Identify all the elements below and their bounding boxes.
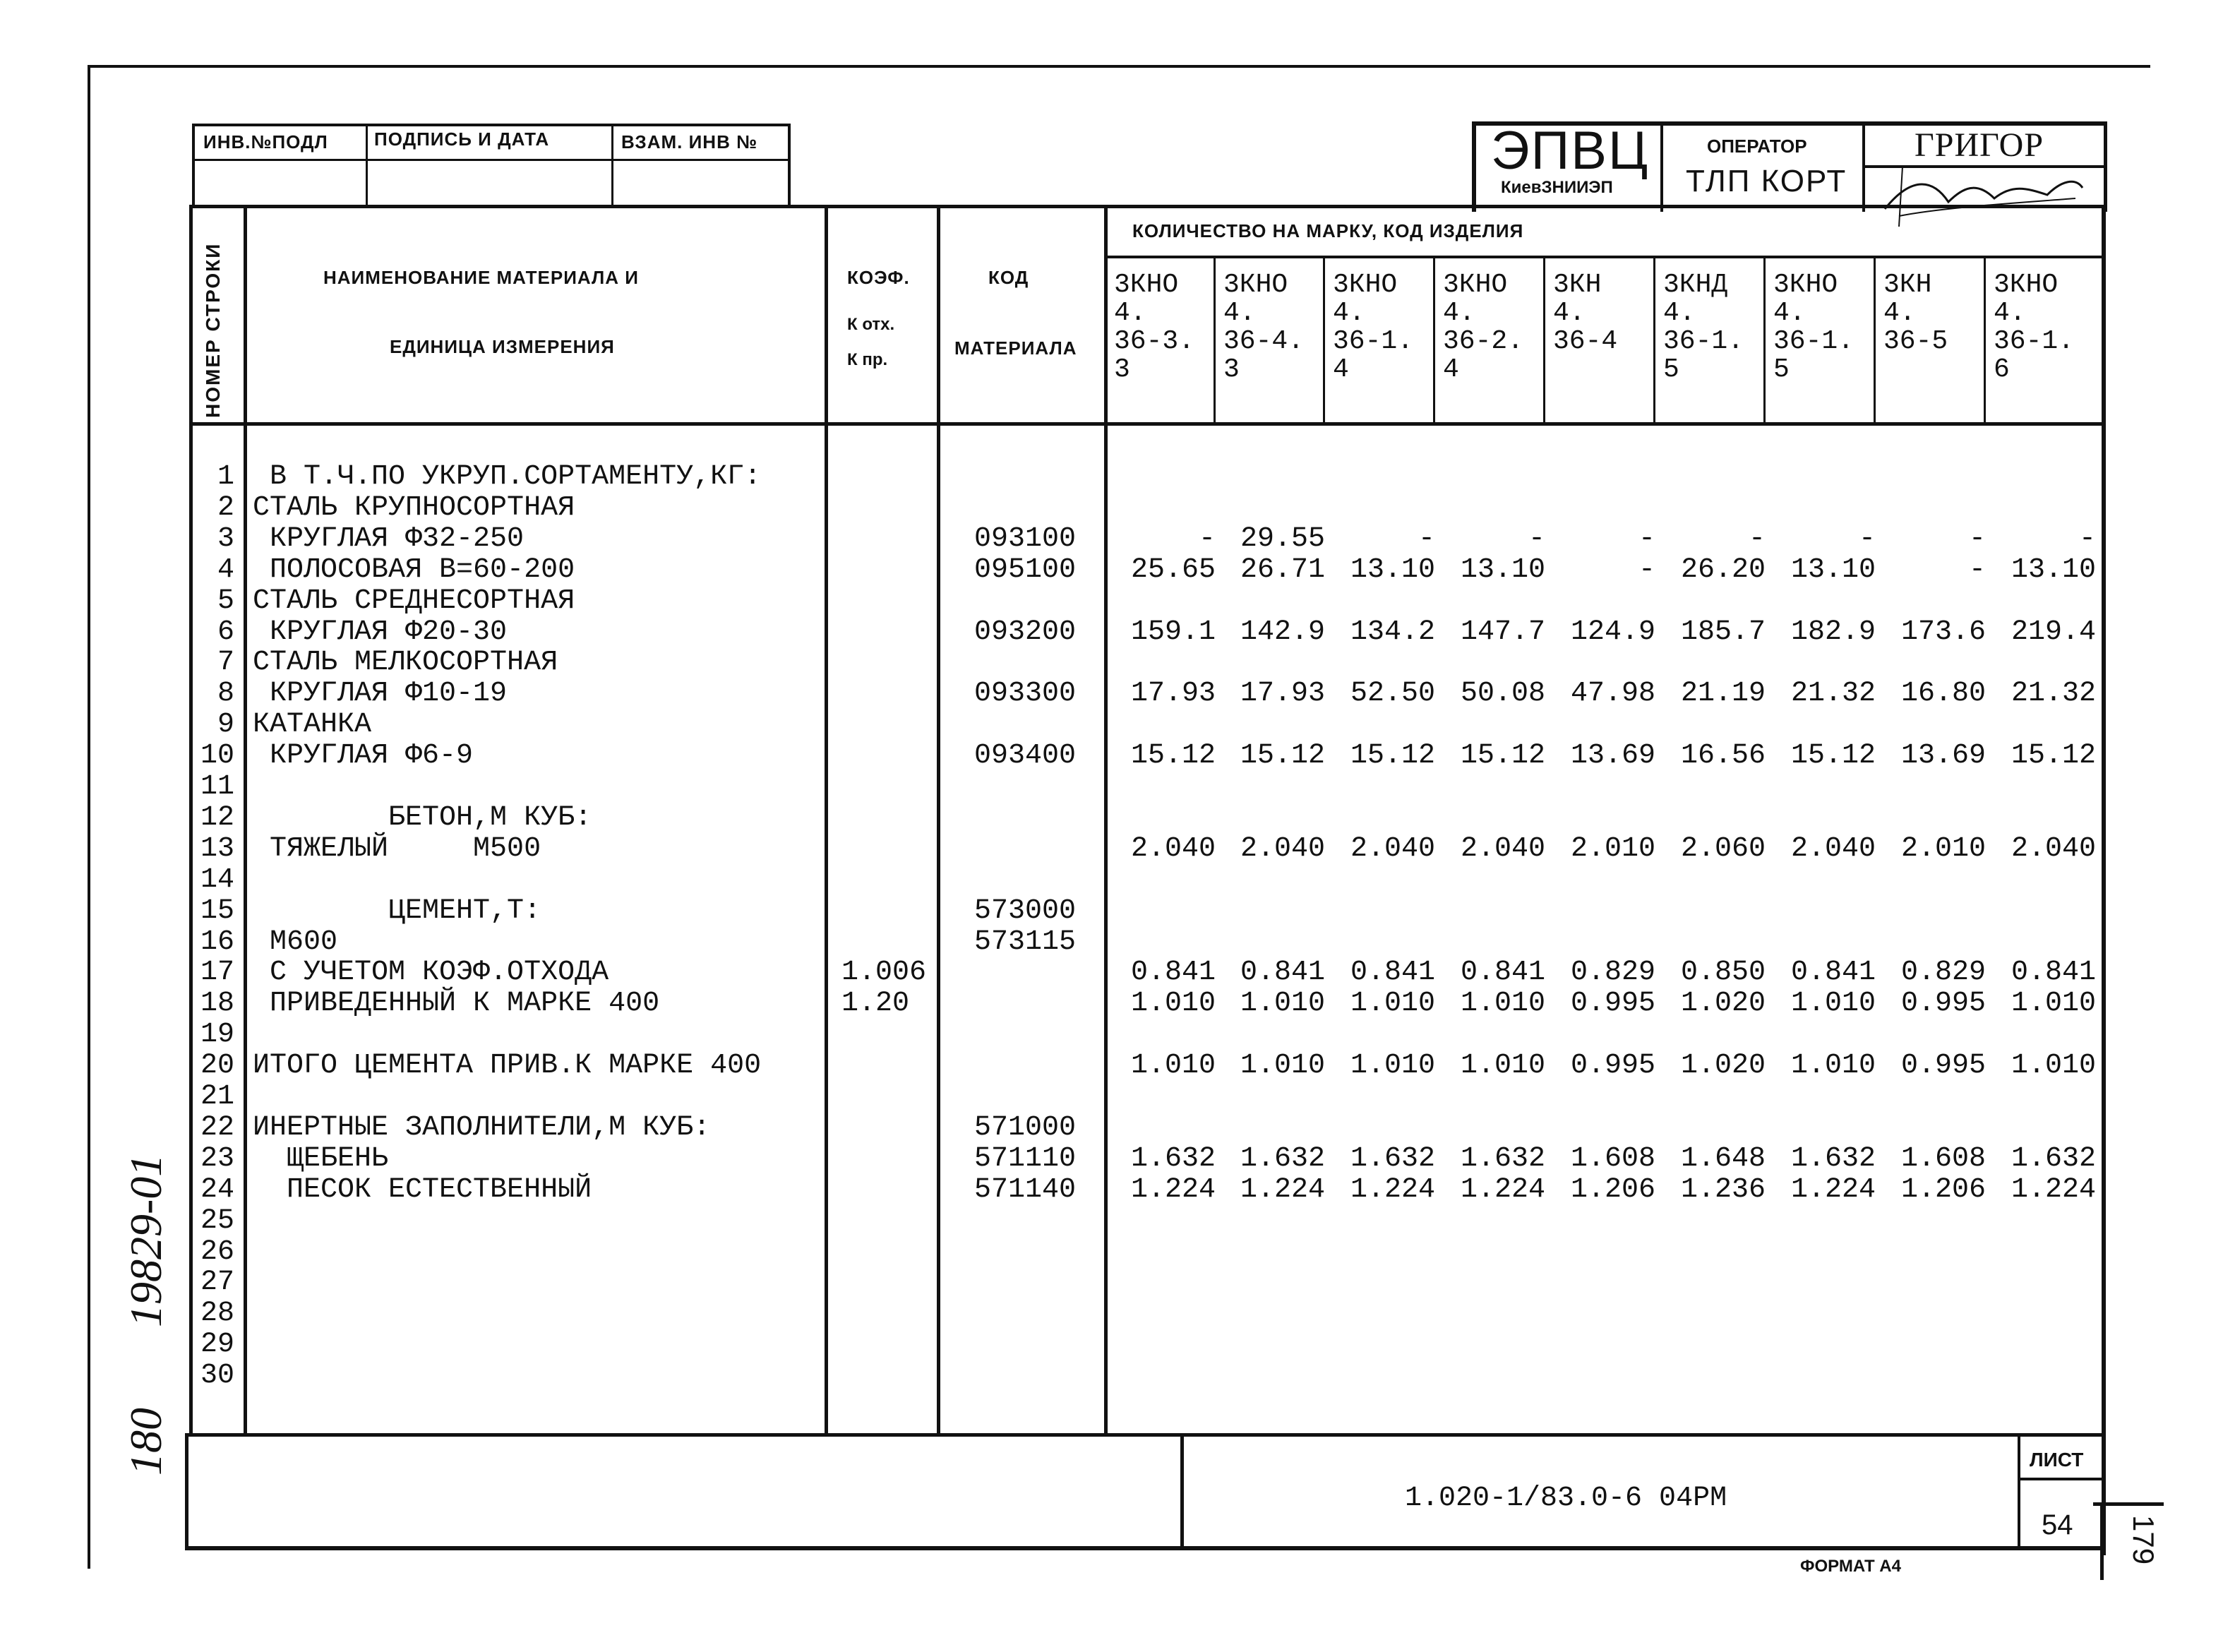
quantity-value: 1.224: [1350, 1174, 1435, 1206]
row-number: 20: [200, 1050, 234, 1082]
quantity-value: 1.010: [2011, 988, 2096, 1019]
quantity-value: 1.648: [1680, 1143, 1766, 1175]
quantity-value: 13.69: [1570, 740, 1655, 772]
quantity-value: 1.224: [2011, 1174, 2096, 1206]
quantity-value: 15.12: [1350, 740, 1435, 772]
quantity-value: 1.608: [1900, 1143, 1986, 1175]
row-number: 19: [200, 1019, 234, 1051]
quantity-value: 1.632: [1130, 1143, 1216, 1175]
quantity-value: 15.12: [2011, 740, 2096, 772]
quantity-value: 25.65: [1130, 554, 1216, 586]
quantity-value: 21.32: [1790, 678, 1876, 710]
quantity-value: -: [1638, 523, 1655, 555]
quantity-value: 1.010: [1240, 1050, 1325, 1082]
row-number: 4: [217, 554, 234, 586]
material-code: 571110: [974, 1143, 1077, 1175]
quantity-value: -: [1748, 523, 1766, 555]
row-number: 16: [200, 926, 234, 958]
quantity-value: 13.10: [2011, 554, 2096, 586]
quantity-value: 2.040: [1350, 833, 1435, 865]
side-number-left: 180: [121, 1408, 171, 1476]
quantity-value: 185.7: [1680, 616, 1766, 648]
row-number: 12: [200, 802, 234, 834]
material-name: ИТОГО ЦЕМЕНТА ПРИВ.К МАРКЕ 400: [253, 1050, 762, 1082]
material-name: ПОЛОСОВАЯ В=60-200: [253, 554, 575, 586]
row-number: 25: [200, 1205, 234, 1237]
coefficient: 1.20: [841, 988, 910, 1019]
quantity-value: 15.12: [1460, 740, 1545, 772]
archive-number: 19829-01: [121, 1154, 171, 1327]
name-value: ГРИГОР: [1915, 126, 2044, 164]
quantity-value: 0.850: [1680, 957, 1766, 988]
product-code: 3КНО 4. 36-3. 3: [1114, 270, 1195, 385]
coef-header-line1: КОЭФ.: [847, 267, 910, 288]
code-header-line1: КОД: [988, 267, 1029, 288]
quantity-value: 2.040: [1790, 833, 1876, 865]
row-number: 9: [217, 709, 234, 741]
row-number: 28: [200, 1298, 234, 1329]
quantity-value: 15.12: [1130, 740, 1216, 772]
quantity-value: 1.010: [1790, 1050, 1876, 1082]
quantity-value: 0.829: [1570, 957, 1655, 988]
quantity-value: 0.829: [1900, 957, 1986, 988]
product-code: 3КНО 4. 36-1. 5: [1773, 270, 1854, 385]
material-name: ИНЕРТНЫЕ ЗАПОЛНИТЕЛИ,М КУБ:: [253, 1112, 711, 1144]
quantity-value: 159.1: [1130, 616, 1216, 648]
quantity-value: 13.10: [1350, 554, 1435, 586]
quantity-value: 1.010: [1460, 1050, 1545, 1082]
material-code: 573115: [974, 926, 1077, 958]
quantity-value: 1.206: [1900, 1174, 1986, 1206]
quantity-value: 0.841: [1130, 957, 1216, 988]
material-name: С УЧЕТОМ КОЭФ.ОТХОДА: [253, 957, 609, 988]
material-name: М600: [253, 926, 338, 958]
code-header-line2: МАТЕРИАЛА: [954, 337, 1077, 359]
product-code: 3КНО 4. 36-1. 6: [1994, 270, 2075, 385]
quantity-value: 2.060: [1680, 833, 1766, 865]
quantity-value: 0.841: [1460, 957, 1545, 988]
quantity-value: 50.08: [1460, 678, 1545, 710]
material-name: ЦЕМЕНТ,Т:: [253, 895, 541, 927]
quantity-value: 0.995: [1570, 1050, 1655, 1082]
quantity-value: 52.50: [1350, 678, 1435, 710]
quantity-value: 1.224: [1790, 1174, 1876, 1206]
row-number-header: НОМЕР СТРОКИ: [202, 242, 224, 418]
sheet-number: 54: [2042, 1509, 2073, 1540]
document-code: 1.020-1/83.0-6 04РМ: [1405, 1483, 1727, 1514]
quantity-value: 47.98: [1570, 678, 1655, 710]
material-code: 093300: [974, 678, 1077, 710]
quantity-value: 0.995: [1570, 988, 1655, 1019]
quantity-value: -: [1638, 554, 1655, 586]
signature-mark: [1871, 160, 2097, 237]
quantity-value: 1.206: [1570, 1174, 1655, 1206]
row-number: 11: [200, 771, 234, 803]
material-name: СТАЛЬ КРУПНОСОРТНАЯ: [253, 492, 575, 524]
operator-value: ТЛП КОРТ: [1686, 164, 1847, 198]
row-number: 8: [217, 678, 234, 710]
quantity-value: 1.632: [1790, 1143, 1876, 1175]
quantity-value: 1.224: [1240, 1174, 1325, 1206]
quantity-value: 1.020: [1680, 988, 1766, 1019]
material-name: ПРИВЕДЕННЫЙ К МАРКЕ 400: [253, 988, 660, 1019]
quantity-value: -: [1858, 523, 1876, 555]
quantity-value: 2.040: [2011, 833, 2096, 865]
quantity-header: КОЛИЧЕСТВО НА МАРКУ, КОД ИЗДЕЛИЯ: [1132, 220, 1524, 241]
quantity-value: 147.7: [1460, 616, 1545, 648]
material-name: КАТАНКА: [253, 709, 372, 741]
quantity-value: 142.9: [1240, 616, 1325, 648]
quantity-value: 16.80: [1900, 678, 1986, 710]
coef-header-line2: К отх.: [847, 315, 895, 334]
quantity-value: 0.995: [1900, 988, 1986, 1019]
quantity-value: -: [1528, 523, 1545, 555]
quantity-value: 13.10: [1790, 554, 1876, 586]
row-number: 27: [200, 1267, 234, 1298]
material-code: 093100: [974, 523, 1077, 555]
quantity-value: -: [1418, 523, 1435, 555]
product-code: 3КН 4. 36-5: [1883, 270, 1948, 357]
material-code: 571000: [974, 1112, 1077, 1144]
product-code: 3КНД 4. 36-1. 5: [1663, 270, 1744, 385]
quantity-value: 17.93: [1130, 678, 1216, 710]
material-code: 095100: [974, 554, 1077, 586]
quantity-value: 1.010: [1240, 988, 1325, 1019]
quantity-value: 17.93: [1240, 678, 1325, 710]
row-number: 13: [200, 833, 234, 865]
quantity-value: 2.040: [1130, 833, 1216, 865]
row-number: 22: [200, 1112, 234, 1144]
row-number: 23: [200, 1143, 234, 1175]
quantity-value: 1.010: [1460, 988, 1545, 1019]
row-number: 21: [200, 1081, 234, 1113]
quantity-value: 13.69: [1900, 740, 1986, 772]
inv-podl-label: ИНВ.№ПОДЛ: [203, 131, 328, 152]
material-name: КРУГЛАЯ Ф20-30: [253, 616, 508, 648]
row-number: 15: [200, 895, 234, 927]
operator-label: ОПЕРАТОР: [1707, 136, 1807, 157]
quantity-value: 1.632: [2011, 1143, 2096, 1175]
side-number-right: 179: [2127, 1515, 2160, 1565]
material-name-header-line1: НАИМЕНОВАНИЕ МАТЕРИАЛА И: [323, 267, 639, 288]
row-number: 5: [217, 585, 234, 617]
quantity-value: 21.32: [2011, 678, 2096, 710]
quantity-value: 219.4: [2011, 616, 2096, 648]
material-code: 093400: [974, 740, 1077, 772]
org-sub: КиевЗНИИЭП: [1501, 178, 1613, 197]
format-label: ФОРМАТ А4: [1800, 1557, 1901, 1576]
org-main: ЭПВЦ: [1491, 121, 1650, 181]
material-name: КРУГЛАЯ Ф10-19: [253, 678, 508, 710]
quantity-value: 2.040: [1240, 833, 1325, 865]
product-code: 3КНО 4. 36-2. 4: [1443, 270, 1524, 385]
quantity-value: 124.9: [1570, 616, 1655, 648]
quantity-value: 1.020: [1680, 1050, 1766, 1082]
quantity-value: 1.010: [1130, 1050, 1216, 1082]
quantity-value: 1.632: [1460, 1143, 1545, 1175]
product-code: 3КНО 4. 36-4. 3: [1223, 270, 1305, 385]
row-number: 2: [217, 492, 234, 524]
row-number: 24: [200, 1174, 234, 1206]
row-number: 10: [200, 740, 234, 772]
quantity-value: 2.010: [1570, 833, 1655, 865]
quantity-value: 173.6: [1900, 616, 1986, 648]
material-name: СТАЛЬ МЕЛКОСОРТНАЯ: [253, 647, 558, 678]
podpis-data-label: ПОДПИСЬ И ДАТА: [374, 128, 550, 150]
quantity-value: 0.841: [1240, 957, 1325, 988]
quantity-value: 1.010: [2011, 1050, 2096, 1082]
vzam-inv-label: ВЗАМ. ИНВ №: [621, 131, 758, 152]
row-number: 18: [200, 988, 234, 1019]
row-number: 26: [200, 1236, 234, 1268]
quantity-value: 134.2: [1350, 616, 1435, 648]
coef-header-line3: К пр.: [847, 350, 888, 369]
quantity-value: 16.56: [1680, 740, 1766, 772]
material-code: 571140: [974, 1174, 1077, 1206]
quantity-value: 13.10: [1460, 554, 1545, 586]
quantity-value: 26.71: [1240, 554, 1325, 586]
row-number: 1: [217, 461, 234, 493]
quantity-value: -: [1968, 554, 1986, 586]
quantity-value: 1.632: [1350, 1143, 1435, 1175]
quantity-value: -: [1198, 523, 1216, 555]
product-code: 3КНО 4. 36-1. 4: [1333, 270, 1414, 385]
quantity-value: 21.19: [1680, 678, 1766, 710]
quantity-value: 0.995: [1900, 1050, 1986, 1082]
quantity-value: 15.12: [1790, 740, 1876, 772]
material-code: 573000: [974, 895, 1077, 927]
material-name: ТЯЖЕЛЫЙ М500: [253, 833, 541, 865]
quantity-value: -: [1968, 523, 1986, 555]
row-number: 6: [217, 616, 234, 648]
quantity-value: -: [2078, 523, 2096, 555]
quantity-value: 1.010: [1350, 988, 1435, 1019]
material-name: КРУГЛАЯ Ф6-9: [253, 740, 474, 772]
material-name: ПЕСОК ЕСТЕСТВЕННЫЙ: [253, 1174, 592, 1206]
quantity-value: 0.841: [2011, 957, 2096, 988]
quantity-value: 182.9: [1790, 616, 1876, 648]
quantity-value: 1.224: [1130, 1174, 1216, 1206]
quantity-value: 2.010: [1900, 833, 1986, 865]
quantity-value: 1.010: [1130, 988, 1216, 1019]
material-name-header-line2: ЕДИНИЦА ИЗМЕРЕНИЯ: [390, 336, 615, 357]
row-number: 29: [200, 1329, 234, 1360]
quantity-value: 1.224: [1460, 1174, 1545, 1206]
quantity-value: 1.632: [1240, 1143, 1325, 1175]
material-name: СТАЛЬ СРЕДНЕСОРТНАЯ: [253, 585, 575, 617]
quantity-value: 26.20: [1680, 554, 1766, 586]
row-number: 7: [217, 647, 234, 678]
material-code: 093200: [974, 616, 1077, 648]
quantity-value: 15.12: [1240, 740, 1325, 772]
row-number: 3: [217, 523, 234, 555]
quantity-value: 1.236: [1680, 1174, 1766, 1206]
coefficient: 1.006: [841, 957, 927, 988]
quantity-value: 0.841: [1790, 957, 1876, 988]
quantity-value: 29.55: [1240, 523, 1325, 555]
product-code: 3КН 4. 36-4: [1553, 270, 1618, 357]
row-number: 17: [200, 957, 234, 988]
quantity-value: 1.608: [1570, 1143, 1655, 1175]
row-number: 30: [200, 1360, 234, 1391]
material-name: БЕТОН,М КУБ:: [253, 802, 592, 834]
sheet-label: ЛИСТ: [2030, 1449, 2084, 1471]
material-name: ЩЕБЕНЬ: [253, 1143, 389, 1175]
quantity-value: 0.841: [1350, 957, 1435, 988]
material-name: КРУГЛАЯ Ф32-250: [253, 523, 525, 555]
quantity-value: 1.010: [1790, 988, 1876, 1019]
row-number: 14: [200, 864, 234, 896]
quantity-value: 1.010: [1350, 1050, 1435, 1082]
quantity-value: 2.040: [1460, 833, 1545, 865]
material-name: В Т.Ч.ПО УКРУП.СОРТАМЕНТУ,КГ:: [253, 461, 762, 493]
